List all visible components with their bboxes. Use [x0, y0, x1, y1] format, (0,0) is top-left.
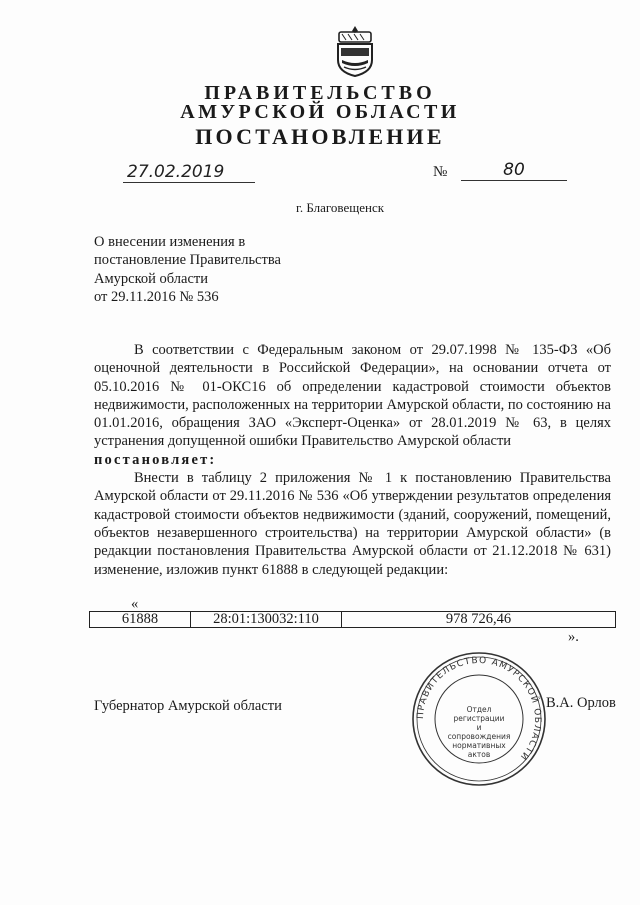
- table-open-quote: «: [131, 596, 139, 612]
- coat-of-arms-emblem: [330, 22, 380, 78]
- city: г. Благовещенск: [295, 200, 385, 215]
- signatory-name: В.А. Орлов: [546, 695, 616, 711]
- issuer-line-1: ПРАВИТЕЛЬСТВО: [204, 82, 436, 104]
- subject-line: О внесении изменения в: [94, 234, 246, 250]
- resolves-keyword: постановляет:: [94, 451, 217, 468]
- stamp-ring-text: ПРАВИТЕЛЬСТВО АМУРСКОЙ ОБЛАСТИ: [415, 655, 543, 763]
- subject-line: постановление Правительства: [94, 252, 281, 269]
- signatory-position: Губернатор Амурской области: [94, 698, 282, 714]
- cadastral-value-cell: 978 726,46: [342, 612, 616, 628]
- preamble-paragraph: В соответствии с Федеральным законом от 29.07.1998 № 135-ФЗ «Об оценочной деятельности в Российской Федерации», на основании отчета от 05.10.2016 № 01-ОКС16 об определении кадастровой стоимости объектов недвижимости, расположенных на территории Амурской области, по состоянию на 01.01.2016, обращения ЗАО «Эксперт-Оценка» от 28.01.2019 № 63, в целях устранения допущенной ошибки Правительство Амурской области: [94, 342, 611, 450]
- subject-line: от 29.11.2016 № 536: [94, 288, 219, 305]
- stamp-line: Отдел: [466, 705, 492, 714]
- cadastral-number-cell: 28:01:130032:110: [191, 612, 342, 628]
- resolution-paragraph: Внести в таблицу 2 приложения № 1 к постановлению Правительства Амурской области от 29.11.2016 № 536 «Об утверждении результатов определения кадастровой стоимости объектов недвижимости (зданий, сооружений, помещений, объектов незавершенного строительства) на территории Амурской области» (в редакции постановления Правительства Амурской области от 21.12.2018 № 631) изменение, изложив пункт 61888 в следующей редакции:: [94, 470, 611, 578]
- document-number: 80: [461, 160, 567, 181]
- stamp-line: нормативных актов: [452, 741, 506, 759]
- document-body: [94, 341, 611, 579]
- document-type: ПОСТАНОВЛЕНИЕ: [195, 124, 445, 149]
- issuer-line-2: АМУРСКОЙ ОБЛАСТИ: [180, 101, 460, 123]
- table-close-quote: ».: [568, 629, 579, 645]
- document-subject: [94, 233, 281, 306]
- subject-line: Амурской области: [94, 270, 208, 287]
- item-number-cell: 61888: [90, 612, 191, 628]
- stamp-inner-text: [445, 705, 513, 759]
- document-date: 27.02.2019: [123, 162, 255, 183]
- amendment-table: [89, 611, 616, 628]
- number-label: №: [433, 164, 448, 180]
- stamp-line: и сопровождения: [447, 723, 511, 741]
- stamp-line: регистрации: [453, 714, 505, 723]
- table-row: [90, 612, 616, 628]
